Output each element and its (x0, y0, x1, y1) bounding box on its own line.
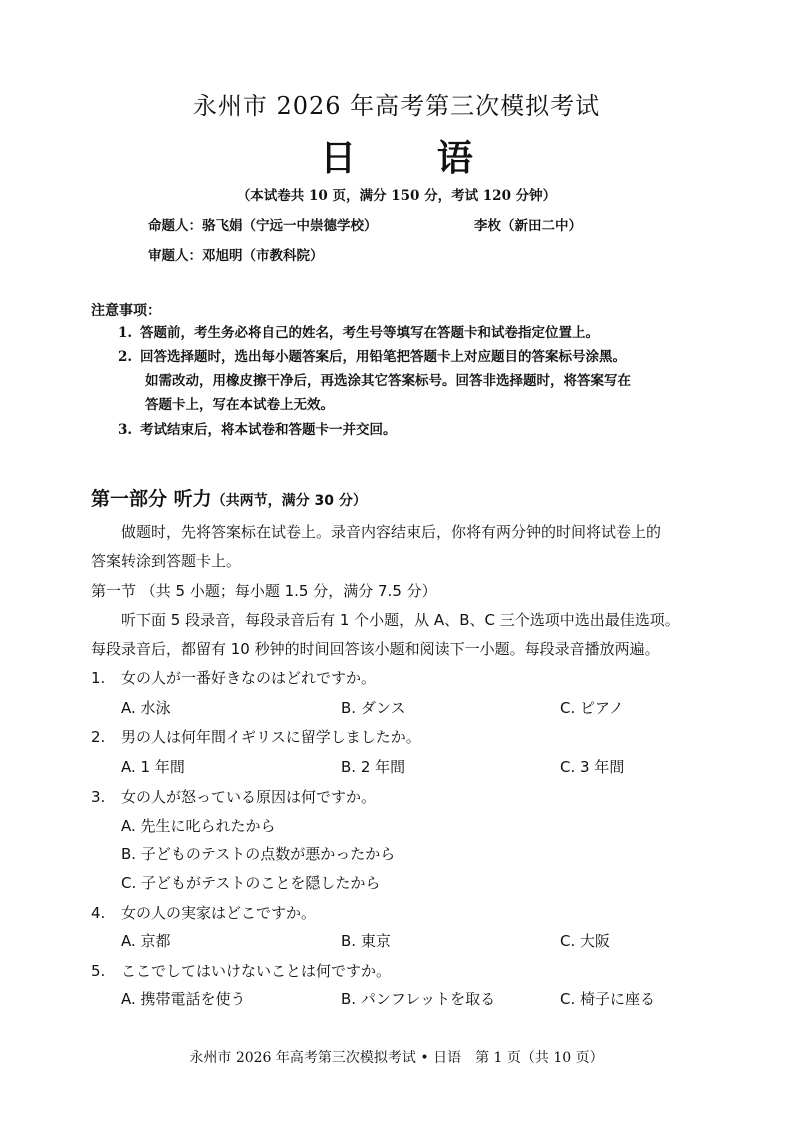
question-number: 3. (91, 788, 106, 806)
option-a: A. 1 年間 (121, 758, 185, 776)
section-instruction: 听下面 5 段录音，每段录音后有 1 个小题，从 A、B、C 三个选项中选出最佳选项。 (121, 611, 680, 629)
section-title: 第一节 （共 5 小题；每小题 1.5 分，满分 7.5 分） (91, 582, 437, 600)
exam-info: （本试卷共 10 页，满分 150 分，考试 120 分钟） (236, 188, 557, 204)
option-a: A. 携帯電話を使う (121, 990, 246, 1008)
option-b: B. 東京 (341, 932, 391, 950)
option-c: C. ピアノ (560, 699, 624, 717)
option-a: A. 先生に叱られたから (121, 817, 276, 835)
question-stem (91, 960, 391, 981)
note-text: 回答选择题时，选出每小题答案后，用铅笔把答题卡上对应题目的答案标号涂黑。 (140, 349, 626, 365)
question-stem (91, 786, 376, 807)
question-text: 女の人の実家はどこですか。 (121, 904, 317, 922)
question-number: 1. (91, 669, 106, 687)
intro-text: 做题时，先将答案标在试卷上。录音内容结束后，你将有两分钟的时间将试卷上的 (121, 523, 662, 541)
part-heading (91, 484, 367, 511)
note-number: 2. (118, 349, 133, 365)
author-2: 李枚（新田二中） (474, 218, 582, 234)
note-item (118, 345, 626, 369)
question-stem (91, 667, 376, 688)
notes-heading: 注意事项： (91, 303, 161, 319)
question-number: 5. (91, 962, 106, 980)
note-text: 答题前，考生务必将自己的姓名，考生号等填写在答题卡和试卷指定位置上。 (140, 325, 599, 341)
subject-title: 日 语 (320, 138, 507, 179)
part-title: 第一部分 听力 (91, 488, 212, 510)
section-instruction: 每段录音后，都留有 10 秒钟的时间回答该小题和阅读下一小题。每段录音播放两遍。 (91, 640, 660, 658)
question-stem (91, 726, 421, 747)
reviewer-label: 审题人： (148, 248, 202, 264)
question-text: ここでしてはいけないことは何ですか。 (121, 962, 392, 980)
option-a: A. 水泳 (121, 699, 171, 717)
author-1: 骆飞娟（宁远一中崇德学校） (202, 218, 378, 234)
authors-line (148, 214, 378, 234)
page-footer: 永州市 2026 年高考第三次模拟考试 • 日语 第 1 页（共 10 页） (189, 1050, 604, 1066)
intro-text: 答案转涂到答题卡上。 (91, 552, 242, 570)
option-c: C. 椅子に座る (560, 990, 656, 1008)
option-a: A. 京都 (121, 932, 171, 950)
option-b: B. 子どものテストの点数が悪かったから (121, 845, 396, 863)
option-c: C. 子どもがテストのことを隠したから (121, 874, 381, 892)
note-number: 3. (118, 422, 133, 438)
question-stem (91, 902, 316, 923)
option-c: C. 3 年間 (560, 758, 625, 776)
question-text: 女の人が一番好きなのはどれですか。 (121, 669, 377, 687)
option-b: B. パンフレットを取る (341, 990, 496, 1008)
authors-label: 命题人： (148, 218, 202, 234)
note-text: 如需改动，用橡皮擦干净后，再选涂其它答案标号。回答非选择题时，将答案写在 (145, 373, 631, 389)
question-number: 4. (91, 904, 106, 922)
note-item (118, 418, 397, 442)
question-text: 男の人は何年間イギリスに留学しましたか。 (121, 728, 421, 746)
reviewer-line (148, 244, 324, 264)
note-text: 考试结束后，将本试卷和答题卡一并交回。 (140, 422, 397, 438)
reviewer-name: 邓旭明（市教科院） (202, 248, 324, 264)
note-number: 1. (118, 325, 133, 341)
question-text: 女の人が怒っている原因は何ですか。 (121, 788, 377, 806)
question-number: 2. (91, 728, 106, 746)
part-subtitle: （共两节，满分 30 分） (211, 493, 367, 509)
option-b: B. ダンス (341, 699, 406, 717)
option-c: C. 大阪 (560, 932, 611, 950)
note-item (118, 321, 599, 345)
exam-title: 永州市 2026 年高考第三次模拟考试 (192, 92, 601, 120)
note-text: 答题卡上，写在本试卷上无效。 (145, 397, 334, 413)
option-b: B. 2 年間 (341, 758, 406, 776)
